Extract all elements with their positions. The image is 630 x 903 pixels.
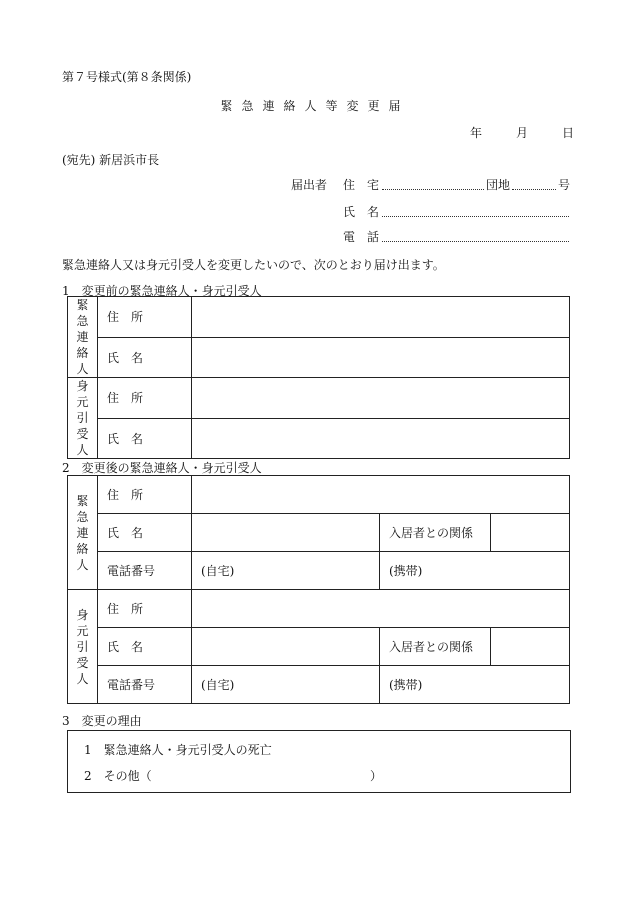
section2-table [67, 475, 570, 704]
submitter-name-field[interactable] [382, 216, 569, 217]
vertical-char: 急 [76, 314, 89, 328]
vertical-char: 連 [76, 525, 89, 540]
section1-guarantor-address-field[interactable] [192, 378, 570, 419]
vertical-char: 絡 [76, 346, 89, 360]
form-number-label: 第７号様式(第８条関係) [62, 70, 192, 84]
submitter-address-row [0, 176, 630, 190]
section1-table [67, 296, 570, 459]
danchi-label: 団地 [486, 178, 511, 192]
section2-guarantor-relation-field[interactable] [491, 628, 570, 666]
section2-heading: 2 変更後の緊急連絡人・身元引受人 [62, 461, 262, 475]
section2-contact-name-label: 氏 名 [98, 514, 192, 552]
vertical-group-text [68, 378, 97, 458]
reason-death-option[interactable]: 1 緊急連絡人・身元引受人の死亡 [84, 743, 272, 757]
date-year-label: 年 [470, 126, 483, 140]
vertical-char: 元 [76, 395, 89, 409]
date-line [470, 124, 574, 141]
submitter-name-label: 氏 名 [343, 205, 380, 219]
section1-contact-group-label [68, 297, 98, 378]
date-month-label: 月 [516, 126, 529, 140]
vertical-char: 元 [76, 623, 89, 638]
section2-guarantor-relation-label: 入居者との関係 [380, 628, 491, 666]
vertical-char: 連 [76, 330, 89, 344]
request-statement: 緊急連絡人又は身元引受人を変更したいので、次のとおり届け出ます。 [62, 258, 445, 272]
section2-guarantor-name-label: 氏 名 [98, 628, 192, 666]
submitter-label: 届出者 [291, 178, 328, 192]
submitter-phone-label: 電 話 [343, 230, 380, 244]
section2-guarantor-name-field[interactable] [192, 628, 380, 666]
section1-contact-name-label: 氏 名 [98, 337, 192, 378]
submitter-phone-field[interactable] [382, 241, 569, 242]
section2-contact-home-phone-field[interactable]: (自宅) [192, 552, 380, 590]
section2-contact-address-field[interactable] [192, 476, 570, 514]
submitter-address-label: 住 宅 [343, 178, 380, 192]
vertical-char: 身 [76, 607, 89, 622]
section1-heading: 1 変更前の緊急連絡人・身元引受人 [62, 284, 262, 298]
document-title: 緊急連絡人等変更届 [220, 99, 410, 113]
section2-guarantor-phone-label: 電話番号 [98, 666, 192, 704]
vertical-char: 急 [76, 509, 89, 524]
reason-other-field[interactable] [154, 767, 368, 781]
vertical-char: 引 [76, 639, 89, 654]
section2-guarantor-address-field[interactable] [192, 590, 570, 628]
vertical-char: 受 [76, 427, 89, 441]
section1-guarantor-name-label: 氏 名 [98, 418, 192, 459]
vertical-char: 緊 [76, 493, 89, 508]
vertical-char: 人 [76, 443, 89, 457]
vertical-group-text [68, 297, 97, 377]
section2-contact-phone-label: 電話番号 [98, 552, 192, 590]
section1-guarantor-address-label: 住 所 [98, 378, 192, 419]
addressee: (宛先) 新居浜市長 [62, 153, 160, 167]
section2-guarantor-home-phone-field[interactable]: (自宅) [192, 666, 380, 704]
vertical-char: 引 [76, 411, 89, 425]
section2-guarantor-mobile-field[interactable]: (携帯) [380, 666, 570, 704]
section2-contact-name-field[interactable] [192, 514, 380, 552]
submitter-address-field[interactable] [382, 189, 484, 190]
submitter-phone-row [0, 228, 630, 242]
vertical-char: 人 [76, 362, 89, 376]
vertical-group-text [68, 607, 97, 687]
room-number-field[interactable] [512, 189, 556, 190]
section2-contact-address-label: 住 所 [98, 476, 192, 514]
go-label: 号 [558, 178, 571, 192]
section2-contact-relation-label: 入居者との関係 [380, 514, 491, 552]
vertical-char: 受 [76, 655, 89, 670]
vertical-char: 人 [76, 671, 89, 686]
section1-contact-name-field[interactable] [192, 337, 570, 378]
submitter-name-row [0, 203, 630, 217]
section1-contact-address-label: 住 所 [98, 297, 192, 338]
section2-guarantor-group-label [68, 590, 98, 704]
section2-contact-relation-field[interactable] [491, 514, 570, 552]
vertical-char: 人 [76, 557, 89, 572]
section1-contact-address-field[interactable] [192, 297, 570, 338]
reason-box [67, 730, 571, 793]
section3-heading: 3 変更の理由 [62, 714, 142, 728]
section1-guarantor-group-label [68, 378, 98, 459]
section1-guarantor-name-field[interactable] [192, 418, 570, 459]
section2-contact-mobile-field[interactable]: (携帯) [380, 552, 570, 590]
section2-contact-group-label [68, 476, 98, 590]
reason-other-close-paren: ） [370, 769, 383, 783]
vertical-group-text [68, 493, 97, 573]
section2-guarantor-address-label: 住 所 [98, 590, 192, 628]
date-day-label: 日 [562, 126, 575, 140]
vertical-char: 身 [76, 379, 89, 393]
vertical-char: 緊 [76, 298, 89, 312]
reason-other-option[interactable]: 2 その他（ [84, 769, 152, 783]
vertical-char: 絡 [76, 541, 89, 556]
